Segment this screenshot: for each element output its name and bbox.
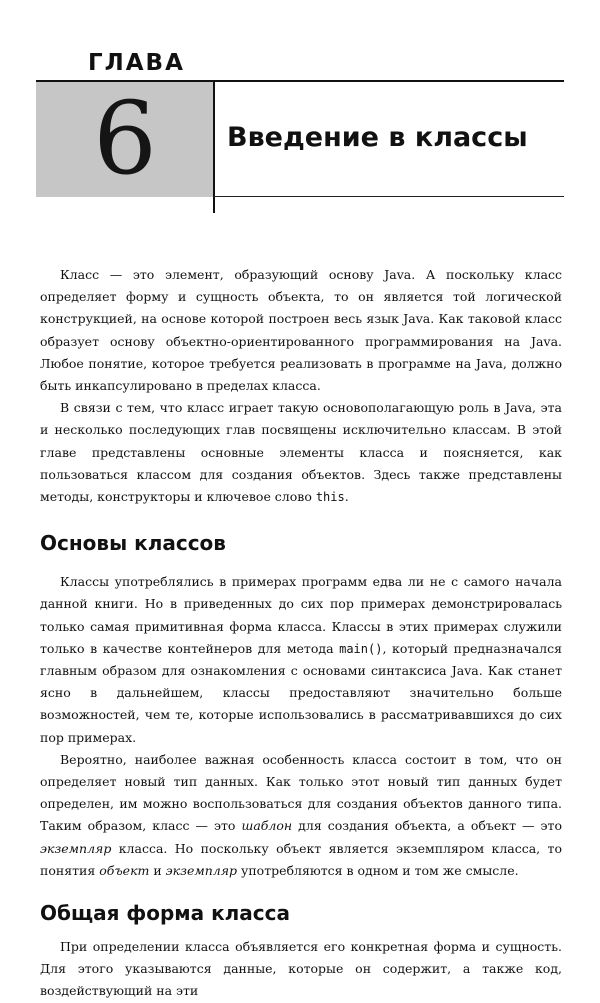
section-heading-class-basics: Основы классов <box>40 531 226 556</box>
intro-paragraph-1: Класс — это элемент, образующий основу Java. А поскольку класс определяет форму и сущность объекта, то он является той логической конструкцией, на основе которой построен весь язык Java. Как таковой класс образует основу объектно-ориентированного программирования на Java. Любое понятие, которое требуется реализовать в программе на Java, должно быть инкапсулировано в пределах класса. <box>40 267 562 394</box>
section1-paragraph-1: Классы употреблялись в примерах программ едва ли не с самого начала данной книги. Но в приведенных до сих пор примерах демонстрировалась только самая примитивная форма класса. Классы в этих примерах служили только в качестве контейнеров для метода main(), который предназначался главным образом для ознакомления с основами синтаксиса Java. Как станет ясно в дальнейшем, классы предоставляют значительно больше возможностей, чем те, которые использовались в рассматривавшихся до сих пор примерах. <box>40 574 562 745</box>
chapter-title: Введение в классы <box>227 122 528 153</box>
chapter-number: 6 <box>93 80 157 197</box>
bottom-rule <box>214 196 564 197</box>
code-main: main() <box>339 641 383 656</box>
section2-paragraph-1: При определении класса объявляется его конкретная форма и сущность. Для этого указываются данные, которые он содержит, а также код, воздействующий на эти <box>40 939 562 999</box>
vertical-rule <box>213 81 215 213</box>
code-this: this <box>315 490 345 505</box>
page-body <box>40 264 562 1003</box>
intro-paragraph-2: В связи с тем, что класс играет такую основополагающую роль в Java, эта и несколько последующих глав посвящены исключительно классам. В этой главе представлены основные элементы класса и поясняется, как пользоваться классом для создания объектов. Здесь также представлены методы, конструкторы и ключевое слово this. <box>40 400 562 505</box>
section1-paragraph-2: Вероятно, наиболее важная особенность класса состоит в том, что он определяет новый тип данных. Как только этот новый тип данных будет определен, им можно воспользоваться для создания объектов данного типа. Таким образом, класс — это шаблон для создания объекта, а объект — это экземпляр класса. Но поскольку объект является экземпляром класса, то понятия объект и экземпляр употребляются в одном и том же смысле. <box>40 751 562 878</box>
section-heading-class-general-form: Общая форма класса <box>40 901 291 926</box>
chapter-label: ГЛАВА <box>88 50 185 76</box>
